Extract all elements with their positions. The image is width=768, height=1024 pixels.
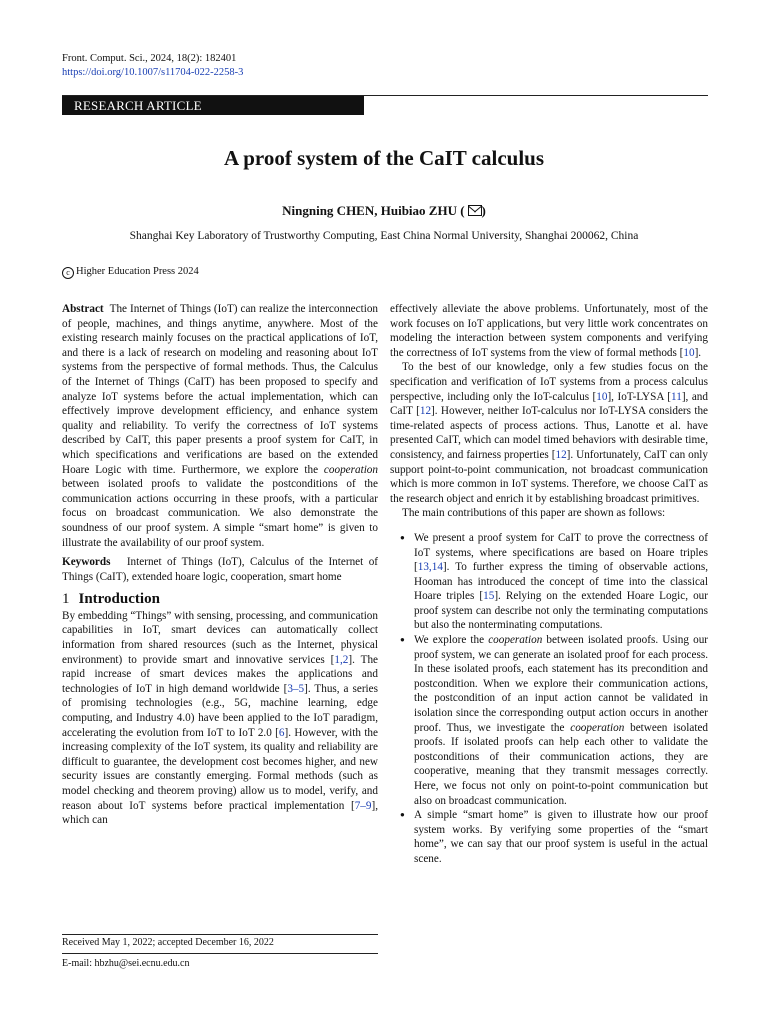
citation-link[interactable]: 6 bbox=[278, 726, 285, 739]
bullet-text: A simple “smart home” is given to illustrate how our proof system works. By verifying some properties of the “smart home”, we can say that our proof system is useful in the actual scene. bbox=[414, 809, 708, 865]
body-text: effectively alleviate the above problems. Unfortunately, most of the work focuses on IoT applications, but very little work concentrates on modeling the interaction between system components and verifying the correctness of IoT systems from the view of formal methods [ bbox=[390, 303, 708, 359]
intro-text: ]. Thus, a series of promising technologies (e.g., 5G, machine learning, edge computing, and Industry 4.0) have been applied to the IoT paradigm, accelerating the evolution from IoT to IoT 2.0 [ bbox=[62, 682, 378, 739]
citation-link[interactable]: 10 bbox=[683, 346, 695, 359]
bullet-text: We present a proof system for CaIT to prove the correctness of IoT systems, where specifications are based on Hoare triples [ bbox=[414, 531, 708, 574]
right-column bbox=[390, 302, 708, 867]
list-item bbox=[390, 808, 708, 866]
left-column bbox=[62, 302, 378, 828]
author-line bbox=[0, 203, 768, 219]
copyright-icon: c bbox=[62, 267, 74, 279]
intro-text: By embedding “Things” with sensing, processing, and communication capabilities in IoT, smart devices can automatically collect information from shared resources (such as the Internet, physical environment) to provide smart and innovative services [ bbox=[62, 609, 378, 666]
citation-link[interactable]: 13,14 bbox=[417, 561, 443, 574]
citation-link[interactable]: 12 bbox=[555, 448, 567, 461]
related-work-paragraph bbox=[390, 360, 708, 506]
journal-header bbox=[62, 52, 243, 80]
list-item bbox=[390, 633, 708, 808]
body-text: ]. Unfortunately, CaIT can only support point-to-point communication, not broadcast communication which is more common in IoT systems. Therefore, we choose CaIT as the research object and enrich it by establishing broadcast primitives. bbox=[390, 448, 708, 505]
citation-link[interactable]: 7–9 bbox=[354, 799, 372, 812]
intro-continued bbox=[390, 302, 708, 360]
emphasis: cooperation bbox=[570, 721, 625, 734]
bullet-text: ]. Relying on the extended Hoare Logic, our proof system can describe not only the terminating computations but also the nonterminating computations. bbox=[414, 590, 708, 632]
keywords bbox=[62, 555, 378, 584]
bullet-text: We explore the bbox=[414, 634, 485, 647]
keywords-label: Keywords bbox=[62, 556, 111, 569]
citation-link[interactable]: 12 bbox=[419, 405, 432, 418]
journal-citation: Front. Comput. Sci., 2024, 18(2): 182401 bbox=[62, 53, 237, 64]
abstract-text-2: between isolated proofs to validate the postconditions of the communication actions occurring in these proofs, with a particular focus on broadcast communication. We also demonstrate the soundness of our proof system. A simple “smart home” is given to illustrate the availability of our proof system. bbox=[62, 478, 378, 549]
author-names: Ningning CHEN, Huibiao ZHU ( bbox=[282, 203, 465, 218]
citation-link[interactable]: 11 bbox=[671, 390, 682, 403]
abstract-emphasis: cooperation bbox=[323, 463, 378, 476]
author-close: ) bbox=[481, 203, 486, 218]
body-text: ]. However, neither IoT-calculus nor IoT-LYSA considers the time-related aspects of process actions. Thus, Lanotte et al. have presented CaIT, which can model timed behaviors with desirable time, consistency, and fairness properties [ bbox=[390, 405, 708, 461]
article-type-banner: RESEARCH ARTICLE bbox=[62, 96, 364, 115]
body-text: To the best of our knowledge, only a few studies focus on the specification and verification of IoT systems from a process calculus perspective, including only the IoT-calculus [ bbox=[390, 361, 708, 403]
bullet-text: between isolated proofs. If isolated proofs can help each other to validate the postconditions of their communication actions, they are cooperative, meaning that they transmit messages correctly. Here, we focus not only on point-to-point communication but also on broadcast communication. bbox=[414, 721, 709, 807]
section-title: Introduction bbox=[78, 591, 160, 608]
emphasis: cooperation bbox=[488, 634, 543, 647]
paper-title: A proof system of the CaIT calculus bbox=[223, 146, 545, 170]
abstract bbox=[62, 302, 378, 550]
citation-link[interactable]: 3–5 bbox=[287, 682, 305, 695]
keywords-text: Internet of Things (IoT), Calculus of the Internet of Things (CaIT), extended hoare logic, cooperation, smart home bbox=[62, 556, 379, 583]
body-text: ], IoT-LYSA [ bbox=[607, 390, 672, 403]
bullet-text: between isolated proofs. Using our proof system, we can generate an isolated proof for each process. In these isolated proofs, each statement has its precondition and postcondition. When we explore their communication actions, the postcondition of an input action cannot be validated in isolation since the corresponding output action occurs in another proof. Thus, we investigate the bbox=[414, 634, 709, 734]
intro-text: ], which can bbox=[62, 799, 378, 827]
received-date: Received May 1, 2022; accepted December 16, 2022 bbox=[62, 937, 274, 948]
copyright-line bbox=[62, 266, 199, 279]
section-number: 1 bbox=[62, 591, 70, 608]
email-footnote: E-mail: hbzhu@sei.ecnu.edu.cn bbox=[62, 958, 190, 969]
copyright-text: Higher Education Press 2024 bbox=[76, 266, 199, 277]
intro-text: ]. However, with the increasing complexity of the IoT system, its quality and reliability are difficult to guarantee, the development cost becomes higher, and new security issues are constantly emerging. Formal methods (such as model checking and theorem proving) allow us to model, verify, and reason about IoT systems before practical implementation [ bbox=[62, 726, 378, 812]
contributions-list bbox=[390, 531, 708, 867]
intro-paragraph bbox=[62, 609, 378, 828]
footnote-rule-2 bbox=[62, 953, 378, 954]
citation-link[interactable]: 10 bbox=[596, 390, 608, 403]
list-item bbox=[390, 531, 708, 633]
body-text: ], and CaIT [ bbox=[390, 390, 708, 418]
doi-link[interactable]: https://doi.org/10.1007/s11704-022-2258-3 bbox=[62, 67, 244, 78]
body-text: ]. bbox=[694, 346, 702, 359]
contributions-intro: The main contributions of this paper are shown as follows: bbox=[402, 507, 666, 520]
abstract-label: Abstract bbox=[62, 303, 104, 315]
section-heading bbox=[62, 592, 378, 607]
citation-link[interactable]: 1,2 bbox=[334, 653, 349, 666]
envelope-icon bbox=[468, 205, 482, 216]
citation-link[interactable]: 15 bbox=[483, 590, 495, 603]
bullet-text: ]. To further express the timing of observable actions, Hooman has introduced the concept of time into the classical Hoare triples [ bbox=[414, 561, 708, 603]
intro-text: ]. The rapid increase of smart devices makes the applications and technologies of IoT in high demand worldwide [ bbox=[62, 653, 378, 695]
footnote-rule bbox=[62, 934, 378, 935]
abstract-text-1: The Internet of Things (IoT) can realize the interconnection of people, machines, and things anytime, anywhere. Most of the existing research mainly focuses on the practical applications of IoT, and there is a lack of research on modeling and reasoning about IoT systems from the perspective of formal methods. Thus, the Calculus of the Internet of Things (CaIT) has been proposed to specify and analyze IoT systems before the actual implementation, which can effectively improve development efficiency, and enhance system quality and reliability. To verify the correctness of IoT systems described by CaIT, this paper presents a proof system for CaIT, in which specifications and verifications are based on the extended Hoare Logic with time. Furthermore, we explore the bbox=[62, 303, 379, 476]
affiliation: Shanghai Key Laboratory of Trustworthy Computing, East China Normal University, Shanghai 200062, China bbox=[129, 230, 639, 242]
